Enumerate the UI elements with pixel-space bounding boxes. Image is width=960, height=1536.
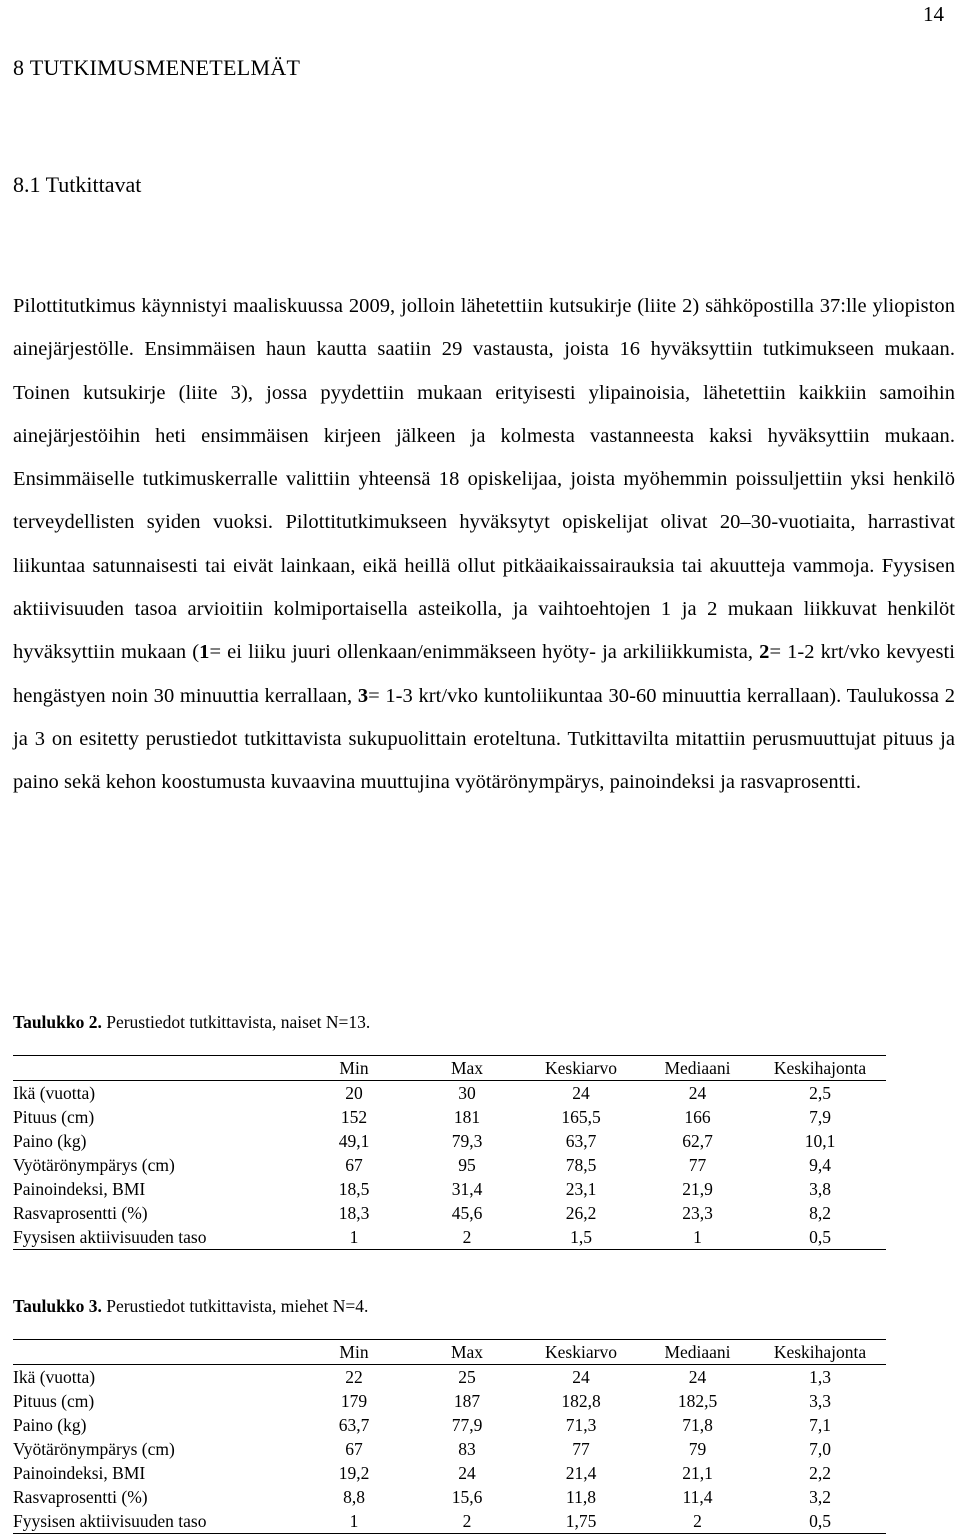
table3-caption <box>13 1296 368 1317</box>
paragraph-text-4: = 1-3 krt/vko kuntoliikuntaa 30-60 minuuttia kerrallaan). Taulukossa 2 ja 3 on esitetty perustiedot tutkittavista sukupuolittain eroteltuna. Tutkittavilta mitattiin perusmuuttujat pituus ja paino sekä kehon koostumusta kuvaavina muuttujina vyötärönympärys, painoindeksi ja rasvaprosentti. <box>13 684 955 794</box>
cell-max: 77,9 <box>451 1415 483 1435</box>
table3-caption-text: Perustiedot tutkittavista, miehet N=4. <box>101 1296 369 1316</box>
cell-label: Paino (kg) <box>13 1131 87 1151</box>
table-row <box>13 1461 886 1485</box>
cell-min: 22 <box>345 1367 363 1387</box>
cell-min: 1 <box>295 1225 413 1250</box>
cell-median: 24 <box>688 1367 707 1387</box>
cell-mean: 182,8 <box>561 1391 601 1411</box>
table2-header-min: Min <box>295 1056 413 1081</box>
cell-sd: 3,3 <box>809 1391 831 1411</box>
cell-max: 45,6 <box>451 1203 483 1223</box>
cell-max: 30 <box>458 1083 476 1103</box>
page-number: 14 <box>923 2 944 26</box>
cell-sd: 0,5 <box>754 1509 886 1534</box>
cell-mean: 26,2 <box>565 1203 597 1223</box>
cell-max: 2 <box>413 1225 521 1250</box>
table-row <box>13 1177 886 1201</box>
cell-median: 71,8 <box>682 1415 713 1435</box>
table3-caption-label: Taulukko 3. <box>13 1296 102 1316</box>
cell-sd: 7,9 <box>809 1107 831 1127</box>
cell-label: Fyysisen aktiivisuuden taso <box>13 1225 295 1250</box>
cell-max: 31,4 <box>451 1179 483 1199</box>
table3-header-row <box>13 1340 886 1365</box>
cell-min: 18,3 <box>338 1203 370 1223</box>
cell-sd: 3,2 <box>809 1487 831 1507</box>
cell-median: 2 <box>641 1509 754 1534</box>
cell-sd: 1,3 <box>809 1367 831 1387</box>
table2-caption-label: Taulukko 2. <box>13 1012 102 1032</box>
cell-label: Ikä (vuotta) <box>13 1367 96 1387</box>
section-title: 8.1 Tutkittavat <box>13 172 142 197</box>
table2-women-stats <box>13 1055 886 1250</box>
table2-header-blank <box>13 1056 295 1081</box>
cell-min: 67 <box>345 1155 363 1175</box>
cell-max: 24 <box>458 1463 476 1483</box>
cell-median: 1 <box>641 1225 754 1250</box>
cell-median: 77 <box>688 1155 707 1175</box>
cell-mean: 71,3 <box>565 1415 597 1435</box>
cell-min: 1 <box>295 1509 413 1534</box>
cell-label: Rasvaprosentti (%) <box>13 1487 148 1507</box>
cell-max: 181 <box>453 1107 481 1127</box>
cell-max: 79,3 <box>451 1131 483 1151</box>
cell-mean: 165,5 <box>561 1107 601 1127</box>
scale-key-1: 1 <box>199 641 210 664</box>
table3-body <box>13 1365 886 1534</box>
table2-header-median: Mediaani <box>641 1056 754 1081</box>
cell-min: 18,5 <box>338 1179 370 1199</box>
table3-header-min: Min <box>295 1340 413 1365</box>
cell-max: 15,6 <box>451 1487 483 1507</box>
cell-sd: 8,2 <box>809 1203 831 1223</box>
table-row <box>13 1129 886 1153</box>
table-row <box>13 1485 886 1509</box>
cell-min: 8,8 <box>343 1487 365 1507</box>
table3-header-sd: Keskihajonta <box>754 1340 886 1365</box>
body-paragraph <box>13 285 955 805</box>
cell-mean: 23,1 <box>565 1179 597 1199</box>
cell-min: 20 <box>345 1083 363 1103</box>
cell-sd: 9,4 <box>809 1155 831 1175</box>
cell-max: 95 <box>458 1155 476 1175</box>
table3-header-max: Max <box>413 1340 521 1365</box>
cell-label: Pituus (cm) <box>13 1107 95 1127</box>
table3-men-stats <box>13 1339 886 1534</box>
cell-median: 21,1 <box>682 1463 713 1483</box>
cell-median: 24 <box>688 1083 707 1103</box>
cell-label: Ikä (vuotta) <box>13 1083 96 1103</box>
table2-caption-text: Perustiedot tutkittavista, naiset N=13. <box>101 1012 371 1032</box>
table2-header-row <box>13 1056 886 1081</box>
table3-header-median: Mediaani <box>641 1340 754 1365</box>
paragraph-text-2: = ei liiku juuri ollenkaan/enimmäkseen hyöty- ja arkiliikkumista, <box>209 641 760 664</box>
scale-key-3: 3 <box>357 684 369 707</box>
cell-mean: 21,4 <box>565 1463 597 1483</box>
cell-sd: 3,8 <box>809 1179 831 1199</box>
cell-mean: 24 <box>572 1367 590 1387</box>
table3-header-mean: Keskiarvo <box>521 1340 641 1365</box>
cell-max: 83 <box>458 1439 476 1459</box>
cell-label: Vyötärönympärys (cm) <box>13 1439 175 1459</box>
paragraph-text-1: Pilottitutkimus käynnistyi maaliskuussa 2009, jolloin lähetettiin kutsukirje (liite 2) sähköpostilla 37:lle yliopiston ainejärjestölle. Ensimmäisen haun kautta saatiin 29 vastausta, joista 16 hyväksyttiin tutkimukseen mukaan. Toinen kutsukirje (liite 3), jossa pyydettiin mukaan erityisesti ylipainoisia, lähetettiin kaikkiin samoihin ainejärjestöihin heti ensimmäisen kirjeen jälkeen ja kolmesta vastanneesta kaksi hyväksyttiin mukaan. Ensimmäiselle tutkimuskerralle valittiin yhteensä 18 opiskelijaa, joista myöhemmin poissuljettiin yksi henkilö terveydellisten syiden vuoksi. Pilottitutkimukseen hyväksytyt opiskelijat olivat 20–30-vuotiaita, harrastivat liikuntaa satunnaisesti tai eivät lainkaan, eikä heillä ollut pitkäaikaissairauksia tai akuutteja vammoja. Fyysisen aktiivisuuden tasoa arvioitiin kolmiportaisella asteikolla, ja vaihtoehtojen 1 ja 2 mukaan liikkuvat henkilöt hyväksyttiin mukaan ( <box>13 295 955 664</box>
cell-min: 19,2 <box>338 1463 370 1483</box>
cell-sd: 2,5 <box>809 1083 831 1103</box>
paragraph-text-3: = 1-2 krt/vko kevyesti hengästyen noin 30 minuuttia kerrallaan, <box>13 641 955 707</box>
cell-min: 63,7 <box>338 1415 370 1435</box>
cell-min: 179 <box>340 1391 368 1411</box>
cell-median: 79 <box>688 1439 707 1459</box>
cell-median: 23,3 <box>682 1203 713 1223</box>
table-row <box>13 1509 886 1534</box>
cell-median: 21,9 <box>682 1179 713 1199</box>
cell-label: Vyötärönympärys (cm) <box>13 1155 175 1175</box>
table2-header-max: Max <box>413 1056 521 1081</box>
cell-min: 49,1 <box>338 1131 370 1151</box>
cell-mean: 11,8 <box>566 1487 596 1507</box>
cell-sd: 2,2 <box>809 1463 831 1483</box>
cell-label: Rasvaprosentti (%) <box>13 1203 148 1223</box>
cell-mean: 78,5 <box>565 1155 597 1175</box>
table-row <box>13 1365 886 1390</box>
table-row <box>13 1389 886 1413</box>
cell-mean: 1,75 <box>521 1509 641 1534</box>
cell-median: 11,4 <box>682 1487 713 1507</box>
scale-key-2: 2 <box>759 641 770 664</box>
cell-median: 62,7 <box>682 1131 713 1151</box>
cell-max: 187 <box>453 1391 481 1411</box>
cell-label: Paino (kg) <box>13 1415 87 1435</box>
table3-header-blank <box>13 1340 295 1365</box>
table2-caption <box>13 1012 370 1033</box>
table-row <box>13 1081 886 1106</box>
table-row <box>13 1201 886 1225</box>
table-row <box>13 1153 886 1177</box>
cell-median: 166 <box>684 1107 711 1127</box>
table-row <box>13 1225 886 1250</box>
table-row <box>13 1437 886 1461</box>
table-row <box>13 1413 886 1437</box>
cell-mean: 24 <box>572 1083 590 1103</box>
cell-max: 2 <box>413 1509 521 1534</box>
table2-header-sd: Keskihajonta <box>754 1056 886 1081</box>
cell-median: 182,5 <box>677 1391 718 1411</box>
cell-sd: 7,0 <box>809 1439 831 1459</box>
cell-label: Fyysisen aktiivisuuden taso <box>13 1509 295 1534</box>
cell-min: 67 <box>345 1439 363 1459</box>
cell-mean: 1,5 <box>521 1225 641 1250</box>
table2-body <box>13 1081 886 1250</box>
cell-mean: 63,7 <box>565 1131 597 1151</box>
table-row <box>13 1105 886 1129</box>
cell-mean: 77 <box>572 1439 590 1459</box>
cell-sd: 0,5 <box>754 1225 886 1250</box>
table2-header-mean: Keskiarvo <box>521 1056 641 1081</box>
cell-label: Pituus (cm) <box>13 1391 95 1411</box>
cell-label: Painoindeksi, BMI <box>13 1463 146 1483</box>
cell-label: Painoindeksi, BMI <box>13 1179 146 1199</box>
chapter-title: 8 TUTKIMUSMENETELMÄT <box>13 55 301 80</box>
cell-min: 152 <box>340 1107 368 1127</box>
cell-sd: 7,1 <box>809 1415 831 1435</box>
cell-max: 25 <box>458 1367 476 1387</box>
cell-sd: 10,1 <box>804 1131 836 1151</box>
